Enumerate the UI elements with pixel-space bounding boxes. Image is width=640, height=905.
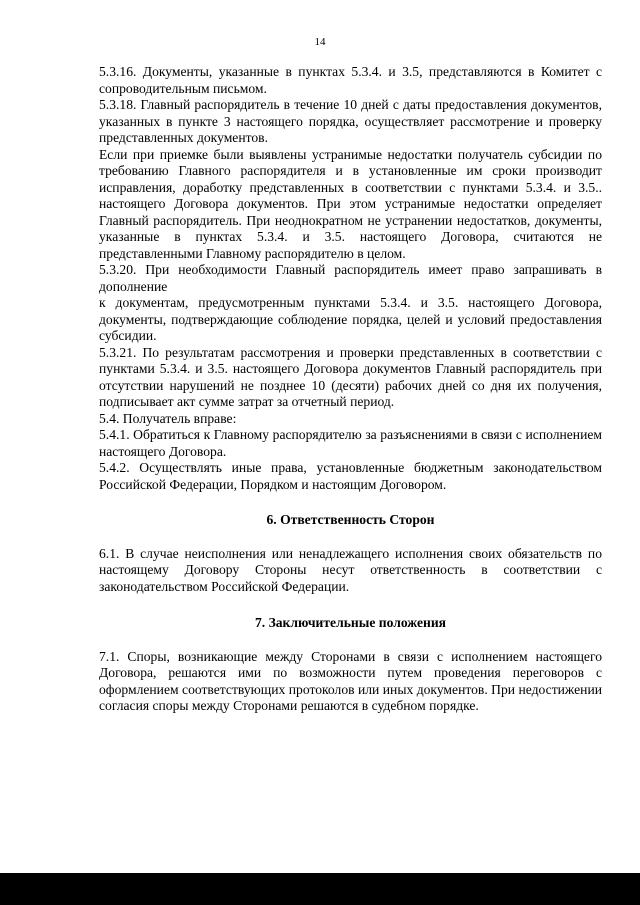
section-6-title: 6. Ответственность Сторон — [266, 512, 435, 527]
paragraph-5-3-18: 5.3.18. Главный распорядитель в течение 10 дней с даты предоставления документов, указанных в пункте 3 настоящего порядка, осуществляет рассмотрение и проверку представленных документов. — [99, 97, 602, 145]
paragraph-5-3-20-cont: к документам, предусмотренным пунктами 5.3.4. и 3.5. настоящего Договора, документы, подтверждающие соблюдение порядка, целей и условий предоставления субсидии. — [99, 295, 602, 343]
paragraph-7-1: 7.1. Споры, возникающие между Сторонами в связи с исполнением настоящего Договора, решаются ими по возможности путем проведения переговоров с оформлением соответствующих протоколов или иных документов. При недостижении согласия споры между Сторонами решаются в судебном порядке. — [99, 648, 602, 713]
paragraph-5-4-2: 5.4.2. Осуществлять иные права, установленные бюджетным законодательством Российской Федерации, Порядком и настоящим Договором. — [99, 460, 602, 492]
paragraph-5-3-16: 5.3.16. Документы, указанные в пунктах 5.3.4. и 3.5, представляются в Комитет с сопроводительным письмом. — [99, 64, 602, 96]
section-7-title: 7. Заключительные положения — [254, 615, 447, 630]
document-body — [99, 64, 602, 715]
paragraph-5-3-20: 5.3.20. При необходимости Главный распорядитель имеет право запрашивать в дополнение — [99, 262, 602, 294]
paragraph-5-4: 5.4. Получатель вправе: — [99, 410, 237, 426]
paragraph-deficiencies: Если при приемке были выявлены устранимые недостатки получатель субсидии по требованию Главного распорядителя и в установленные им сроки производит исправления, доработку представленных в соответствии с пунктами 5.3.4. и 3.5.. настоящего Договора документов. При этом устранимые недостатки определяет Главный распорядитель. При неоднократном не устранении недостатков, документы, указанные в пунктах 5.3.4. и 3.5. настоящего Договора, считаются не представленными Главному распорядителю в целом. — [99, 146, 602, 261]
paragraph-5-3-21: 5.3.21. По результатам рассмотрения и проверки представленных в соответствии с пунктами 5.3.4. и 3.5. настоящего Договора документов Главный распорядитель при отсутствии нарушений не позднее 10 (десяти) рабочих дней со дня их получения, подписывает акт сумме затрат за отчетный период. — [99, 344, 602, 409]
scan-bottom-edge — [0, 873, 640, 905]
page-number: 14 — [314, 36, 326, 48]
paragraph-6-1: 6.1. В случае неисполнения или ненадлежащего исполнения своих обязательств по настоящему Договору Стороны несут ответственность в соответствии с законодательством Российской Федерации. — [99, 545, 602, 594]
paragraph-5-4-1: 5.4.1. Обратиться к Главному распорядителю за разъяснениями в связи с исполнением настоящего Договора. — [99, 427, 602, 459]
